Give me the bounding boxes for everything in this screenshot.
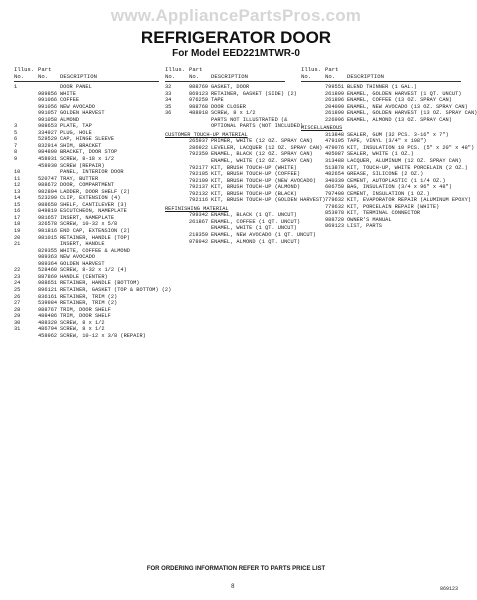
- illus-number: 15: [14, 201, 21, 208]
- illus-number: [301, 223, 325, 230]
- part-number: 458930: [38, 162, 58, 169]
- part-number: 984800: [38, 149, 58, 156]
- header-rule: [301, 81, 461, 82]
- illus-number: 23: [14, 273, 21, 280]
- part-row: [14, 333, 159, 340]
- part-number: 792132: [189, 190, 209, 197]
- part-description: KIT, BRUSH TOUCH-UP (BLACK): [211, 190, 297, 197]
- part-number: 797400: [325, 190, 345, 197]
- part-number: 265937: [189, 138, 209, 145]
- part-number: 226996: [325, 116, 345, 123]
- part-description: DOOR CLOSER: [211, 103, 246, 110]
- part-number: 836161: [38, 293, 58, 300]
- parts-column-3: [301, 66, 477, 230]
- part-row: [301, 117, 461, 124]
- part-number: 982804: [38, 188, 58, 195]
- part-description: ENAMEL, GOLDEN HARVEST (13 OZ. SPRAY CAN): [347, 110, 477, 117]
- part-description: ESCUTCHEON, NAMEPLATE: [60, 208, 127, 215]
- part-number: 261899: [325, 90, 345, 97]
- illus-number: 1: [14, 84, 18, 90]
- part-number: 792116: [189, 197, 209, 204]
- parts-list: [14, 84, 172, 339]
- part-description: CAP, HINGE SLEEVE: [60, 136, 115, 143]
- part-number: 261867: [189, 218, 209, 225]
- part-number: 978942: [189, 238, 209, 245]
- part-description: PANEL, INTERIOR DOOR: [60, 169, 124, 176]
- part-description: KIT, TOUCH-UP, WHITE PORCELAIN (2 OZ.): [347, 164, 468, 171]
- part-description: ENAMEL, BLACK (1 QT. UNCUT): [211, 212, 297, 219]
- part-row: [301, 223, 461, 230]
- part-number: 523299: [38, 195, 58, 202]
- part-number: 988672: [38, 182, 58, 189]
- part-number: 869123: [189, 90, 209, 97]
- part-number: 458931: [38, 156, 58, 163]
- part-description: GASKET, DOOR: [211, 84, 250, 90]
- part-number: [189, 123, 211, 130]
- part-description: INSERT, HANDLE: [60, 241, 105, 248]
- part-number: 792177: [189, 164, 209, 171]
- part-description: ENAMEL, ALMOND (1 QT. UNCUT): [211, 238, 301, 245]
- part-description: GOLDEN HARVEST: [60, 260, 105, 267]
- illus-number: 6: [14, 136, 18, 143]
- part-number: 832914: [38, 142, 58, 149]
- part-description: ENAMEL, BLACK (12 OZ. SPRAY CAN): [211, 151, 313, 158]
- illus-number: 32: [165, 84, 172, 90]
- illus-number: 13: [14, 188, 21, 195]
- part-number: 606750: [325, 184, 345, 191]
- part-number: 529529: [38, 136, 58, 143]
- part-number: 405087: [325, 151, 345, 158]
- illus-number: 24: [14, 280, 21, 287]
- part-description: ENAMEL, NEW AVOCADO (1 QT. UNCUT): [211, 232, 316, 239]
- part-description: SCREW, 8-32 x 1/2 (4): [60, 267, 127, 274]
- part-description: PLATE, TAP: [60, 123, 92, 130]
- part-description: KIT, BRUSH TOUCH-UP (COFFEE): [211, 171, 301, 178]
- part-description: ENAMEL, NEW AVOCADO (13 OZ. SPRAY CAN): [347, 103, 468, 110]
- part-description: KIT, BRUSH TOUCH-UP (NEW AVOCADO): [211, 177, 316, 184]
- illus-number: 27: [14, 300, 21, 307]
- part-description: SCREW (REPAIR): [60, 162, 105, 169]
- illus-number: 5: [14, 129, 18, 136]
- document-code: 869123: [440, 586, 459, 592]
- part-description: ENAMEL, WHITE (1 QT. UNCUT): [211, 225, 297, 232]
- part-number: 261896: [325, 97, 345, 104]
- illus-number: 34: [165, 97, 172, 104]
- part-description: GREASE, SILICONE (2 OZ.): [347, 171, 424, 178]
- part-description: PRIMER, WHITE (12 OZ. SPRAY CAN): [211, 138, 313, 145]
- part-description: TAPE: [211, 97, 224, 104]
- page-number: 8: [231, 583, 235, 590]
- illus-number: 3: [14, 123, 18, 130]
- illus-number: 19: [14, 228, 21, 235]
- part-description: END CAP, EXTENSION (2): [60, 228, 130, 235]
- part-number: 488486: [38, 313, 58, 320]
- part-number: 482654: [325, 171, 345, 178]
- part-number: 829355: [38, 247, 58, 254]
- illus-number: 35: [165, 103, 172, 110]
- illus-number: 9: [14, 156, 18, 163]
- part-row: [165, 123, 304, 130]
- part-number: 792137: [189, 184, 209, 191]
- part-number: 853978: [325, 210, 345, 217]
- part-number: 792109: [189, 177, 209, 184]
- part-description: SEALER, WHITE (1 OZ.): [347, 151, 414, 158]
- part-number: 976259: [189, 97, 209, 104]
- part-row: [165, 197, 326, 204]
- section-heading: REFINISHING MATERIAL: [165, 205, 229, 212]
- illus-number: [165, 197, 189, 204]
- part-description: LIST, PARTS: [347, 223, 382, 230]
- part-description: ENAMEL, COFFEE (1 QT. UNCUT): [211, 218, 301, 225]
- part-description: OPTIONAL PARTS (NOT INCLUDED): [211, 123, 304, 130]
- illus-number: 28: [14, 306, 21, 313]
- parts-column-1: [14, 66, 172, 339]
- illus-number: 25: [14, 286, 21, 293]
- part-number: 479195: [325, 138, 345, 145]
- part-number: 989363: [38, 254, 58, 261]
- part-description: NEW AVOCADO: [60, 103, 95, 110]
- illus-number: 7: [14, 142, 18, 149]
- part-number: 988767: [38, 306, 58, 313]
- part-description: SEALER, GUM (32 PCS. 3-16" x 7"): [347, 131, 449, 138]
- illus-number: 17: [14, 214, 21, 221]
- section-heading: MISCELLANEOUS: [301, 125, 343, 132]
- part-description: PLUG, HOLE: [60, 129, 92, 136]
- part-description: TRIM, DOOR SHELF: [60, 306, 111, 313]
- part-number: 528460: [38, 267, 58, 274]
- illus-number: [14, 333, 38, 340]
- section-heading: CUSTOMER TOUCH-UP MATERIAL: [165, 131, 248, 138]
- part-description: ENAMEL, COFFEE (13 OZ. SPRAY CAN): [347, 97, 452, 104]
- part-number: 286922: [189, 144, 209, 151]
- part-row: [165, 238, 301, 246]
- illus-number: 11: [14, 175, 21, 182]
- part-description: GOLDEN HARVEST: [60, 110, 105, 117]
- part-description: ALMOND: [60, 116, 80, 123]
- part-description: RETAINER, HANDLE (TOP): [60, 234, 130, 241]
- part-number: 991058: [38, 116, 58, 123]
- illus-number: 26: [14, 293, 21, 300]
- illus-number: 31: [14, 326, 21, 333]
- illus-number: 33: [165, 90, 172, 97]
- part-description: NEW AVOCADO: [60, 254, 95, 261]
- part-number: 340339: [325, 177, 345, 184]
- part-description: DOOR PANEL: [60, 84, 92, 90]
- part-description: INSERT, NAMEPLATE: [60, 214, 115, 221]
- part-number: 799551: [325, 84, 345, 90]
- part-description: RETAINER, GASKET (TOP & BOTTOM) (2): [60, 286, 172, 293]
- part-description: SCREW, 8-18 x 1/2: [60, 156, 115, 163]
- part-number: 313488: [325, 158, 345, 165]
- part-number: 989364: [38, 260, 58, 267]
- part-number: 988768: [189, 103, 209, 110]
- part-description: DOOR, COMPARTMENT: [60, 182, 115, 189]
- part-number: 261890: [325, 110, 345, 117]
- part-description: OWNER'S MANUAL: [347, 216, 392, 223]
- part-number: 988650: [38, 201, 58, 208]
- part-description: WHITE, COFFEE & ALMOND: [60, 247, 130, 254]
- model-subtitle: For Model EED221MTWR-0: [172, 48, 300, 59]
- part-description: PARTS NOT ILLUSTRATED (&: [211, 116, 288, 123]
- part-number: 486794: [38, 326, 58, 333]
- part-description: RETAINER, GASKET (SIDE) (2): [211, 90, 297, 97]
- part-description: BAG, INSULATION (3/4 x 96" x 48"): [347, 184, 452, 191]
- part-description: CEMENT, AUTOPLASTIC (1 1/4 OZ.): [347, 177, 446, 184]
- illus-number: 10: [14, 169, 21, 176]
- part-description: KIT, BRUSH TOUCH-UP (GOLDEN HARVEST): [211, 197, 326, 204]
- part-number: 313848: [325, 131, 345, 138]
- part-description: LADDER, DOOR SHELF (2): [60, 188, 130, 195]
- part-description: TRIM, DOOR SHELF: [60, 313, 111, 320]
- part-number: 981015: [38, 234, 58, 241]
- part-description: LACQUER, ALUMINUM (12 OZ. SPRAY CAN): [347, 158, 462, 165]
- ordering-footer: FOR ORDERING INFORMATION REFER TO PARTS PRICE LIST: [146, 566, 326, 572]
- illus-number: 22: [14, 267, 21, 274]
- part-number: 991057: [38, 110, 58, 117]
- part-number: 849819: [38, 208, 58, 215]
- part-number: 799342: [189, 212, 209, 219]
- part-number: 458962: [38, 332, 58, 339]
- illus-number: 21: [14, 241, 21, 248]
- part-number: 792359: [189, 151, 209, 158]
- part-number: 988720: [325, 216, 345, 223]
- illus-number: [165, 123, 189, 130]
- illus-number: 14: [14, 195, 21, 202]
- part-description: RETAINER, HANDLE (BOTTOM): [60, 280, 140, 287]
- part-description: BRACKET, DOOR STOP: [60, 149, 118, 156]
- part-number: 539984: [38, 300, 58, 307]
- part-number: 988651: [38, 280, 58, 287]
- part-description: TAPE, VINYL (3/4" x 108"): [347, 138, 427, 145]
- part-number: 326578: [38, 221, 58, 228]
- part-description: SHELF, CANTILEVER (3): [60, 201, 127, 208]
- part-description: HANDLE (CENTER): [60, 273, 108, 280]
- part-description: KIT, BRUSH TOUCH-UP (ALMOND): [211, 184, 301, 191]
- part-description: SHIM, BRACKET: [60, 142, 102, 149]
- part-description: KIT, TERMINAL CONNECTOR: [347, 210, 421, 217]
- part-number: 779632: [325, 197, 345, 204]
- watermark: www.AppliancePartsPros.com: [110, 6, 362, 25]
- part-description: CEMENT, INSULATION (1 OZ.): [347, 190, 430, 197]
- column-header: Illus. Part No. No. DESCRIPTION: [14, 66, 97, 80]
- illus-number: [165, 239, 189, 246]
- part-number: 988653: [38, 123, 58, 130]
- part-description: RETAINER, TRIM (2): [60, 293, 118, 300]
- header-rule: [14, 81, 159, 82]
- part-number: 981657: [38, 214, 58, 221]
- part-description: BLEND THINNER (1 GAL.): [347, 84, 417, 90]
- illus-number: 8: [14, 149, 18, 156]
- part-description: SCREW, 8 x 1/2: [60, 326, 105, 333]
- part-number: 988769: [189, 84, 209, 90]
- part-number: 792105: [189, 171, 209, 178]
- part-description: SCREW, 10-32 x 5/8: [60, 221, 118, 228]
- part-description: RETAINER, TRIM (2): [60, 300, 118, 307]
- part-number: 991056: [38, 103, 58, 110]
- part-number: 479076: [325, 144, 345, 151]
- column-header: Illus. Part No. No. DESCRIPTION: [301, 66, 384, 80]
- part-description: TRAY, BUTTER: [60, 175, 99, 182]
- part-description: KIT, EVAPORATOR REPAIR (ALUMINUM EPOXY): [347, 197, 471, 204]
- parts-list: [301, 84, 477, 230]
- illus-number: 30: [14, 319, 21, 326]
- part-number: 520747: [38, 175, 58, 182]
- illus-number: 20: [14, 234, 21, 241]
- part-description: SCREW, 8 x 1/2: [60, 319, 105, 326]
- part-number: 869123: [325, 223, 345, 230]
- part-number: 989856: [38, 90, 58, 97]
- part-description: SCREW, 10-12 x 3/8 (REPAIR): [60, 332, 146, 339]
- part-description: WHITE: [60, 90, 76, 97]
- illus-number: [301, 117, 325, 124]
- illus-number: 16: [14, 208, 21, 215]
- part-number: 887869: [38, 273, 58, 280]
- part-description: ENAMEL, ALMOND (13 OZ. SPRAY CAN): [347, 116, 452, 123]
- page-title: REFRIGERATOR DOOR: [140, 28, 332, 47]
- part-description: KIT, PORCELAIN REPAIR (WHITE): [347, 203, 440, 210]
- part-description: LEVELER, LACQUER (12 OZ. SPRAY CAN): [211, 144, 323, 151]
- part-number: 991066: [38, 97, 58, 104]
- part-number: 488918: [189, 110, 209, 117]
- part-number: 204099: [325, 103, 345, 110]
- illus-number: 36: [165, 110, 172, 117]
- illus-number: 12: [14, 182, 21, 189]
- part-number: 488320: [38, 319, 58, 326]
- part-description: COFFEE: [60, 97, 80, 104]
- part-description: ENAMEL, GOLDEN HARVEST (1 QT. UNCUT): [347, 90, 462, 97]
- column-header: Illus. Part No. No. DESCRIPTION: [165, 66, 248, 80]
- part-description: SCREW, 8 x 1/2: [211, 110, 256, 117]
- part-number: 896121: [38, 286, 58, 293]
- part-description: ENAMEL, WHITE (12 OZ. SPRAY CAN): [211, 158, 313, 165]
- part-number: 981816: [38, 228, 58, 235]
- part-number: 218359: [189, 232, 209, 239]
- part-description: CLIP, EXTENSION (4): [60, 195, 121, 202]
- part-description: KIT, BRUSH TOUCH-UP (WHITE): [211, 164, 297, 171]
- part-description: KIT, INSULATION 10 PCS. (5" x 20" x 48"): [347, 144, 475, 151]
- part-number: 513878: [325, 164, 345, 171]
- part-number: 334927: [38, 129, 58, 136]
- illus-number: 18: [14, 221, 21, 228]
- illus-number: 29: [14, 313, 21, 320]
- header-rule: [165, 81, 285, 82]
- part-number: 779632: [325, 203, 345, 210]
